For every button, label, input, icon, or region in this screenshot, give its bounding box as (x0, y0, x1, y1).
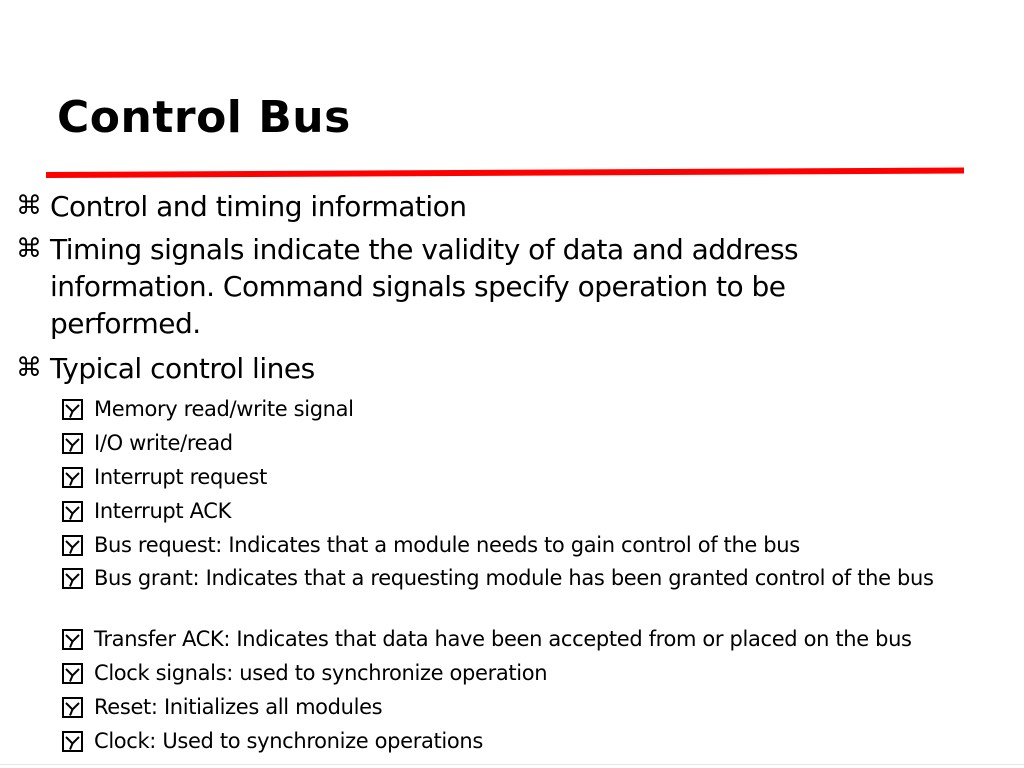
checked-box-icon (62, 399, 83, 420)
bullet-item (16, 188, 950, 225)
checked-box-icon (62, 535, 83, 556)
checked-box-icon (62, 629, 83, 650)
command-key-icon: ⌘ (16, 353, 42, 383)
sub-bullet-text: Memory read/write signal (94, 397, 354, 421)
sub-bullet-item (94, 498, 1009, 524)
command-key-icon: ⌘ (16, 191, 42, 221)
slide-title: Control Bus (57, 92, 351, 143)
checked-box-icon (62, 568, 83, 589)
sub-bullet-item (94, 728, 1009, 754)
bullet-text: Timing signals indicate the validity of data and address information. Command signals specify operation to be performed. (50, 233, 799, 340)
sub-bullet-item (94, 464, 1009, 490)
bullet-item (16, 350, 950, 387)
bullet-text: Typical control lines (50, 352, 315, 385)
sub-bullet-text: Bus request: Indicates that a module needs to gain control of the bus (94, 533, 800, 557)
checked-box-icon (62, 433, 83, 454)
sub-bullet-item (94, 396, 1009, 422)
sub-bullet-text: Bus grant: Indicates that a requesting module has been granted control of the bus (94, 566, 934, 590)
checked-box-icon (62, 697, 83, 718)
checked-box-icon (62, 731, 83, 752)
command-key-icon: ⌘ (16, 234, 42, 264)
slide-bottom-border (0, 764, 1024, 765)
checked-box-icon (62, 467, 83, 488)
sub-bullet-item (94, 532, 1009, 558)
sub-bullet-text: Clock: Used to synchronize operations (94, 729, 483, 753)
sub-bullet-text: Transfer ACK: Indicates that data have been accepted from or placed on the bus (94, 627, 912, 651)
bullet-item (16, 231, 910, 342)
sub-bullet-text: Interrupt ACK (94, 499, 231, 523)
title-underline (46, 168, 964, 178)
sub-bullet-item (94, 626, 1014, 652)
sub-bullet-text: Clock signals: used to synchronize operation (94, 661, 548, 685)
sub-bullet-text: Interrupt request (94, 465, 267, 489)
bullet-text: Control and timing information (50, 190, 467, 223)
sub-bullet-item (94, 660, 1009, 686)
sub-bullet-text: I/O write/read (94, 431, 233, 455)
sub-bullet-text: Reset: Initializes all modules (94, 695, 383, 719)
checked-box-icon (62, 663, 83, 684)
checked-box-icon (62, 501, 83, 522)
sub-bullet-item (94, 694, 1009, 720)
sub-bullet-item (94, 430, 1009, 456)
sub-bullet-item (94, 565, 994, 591)
